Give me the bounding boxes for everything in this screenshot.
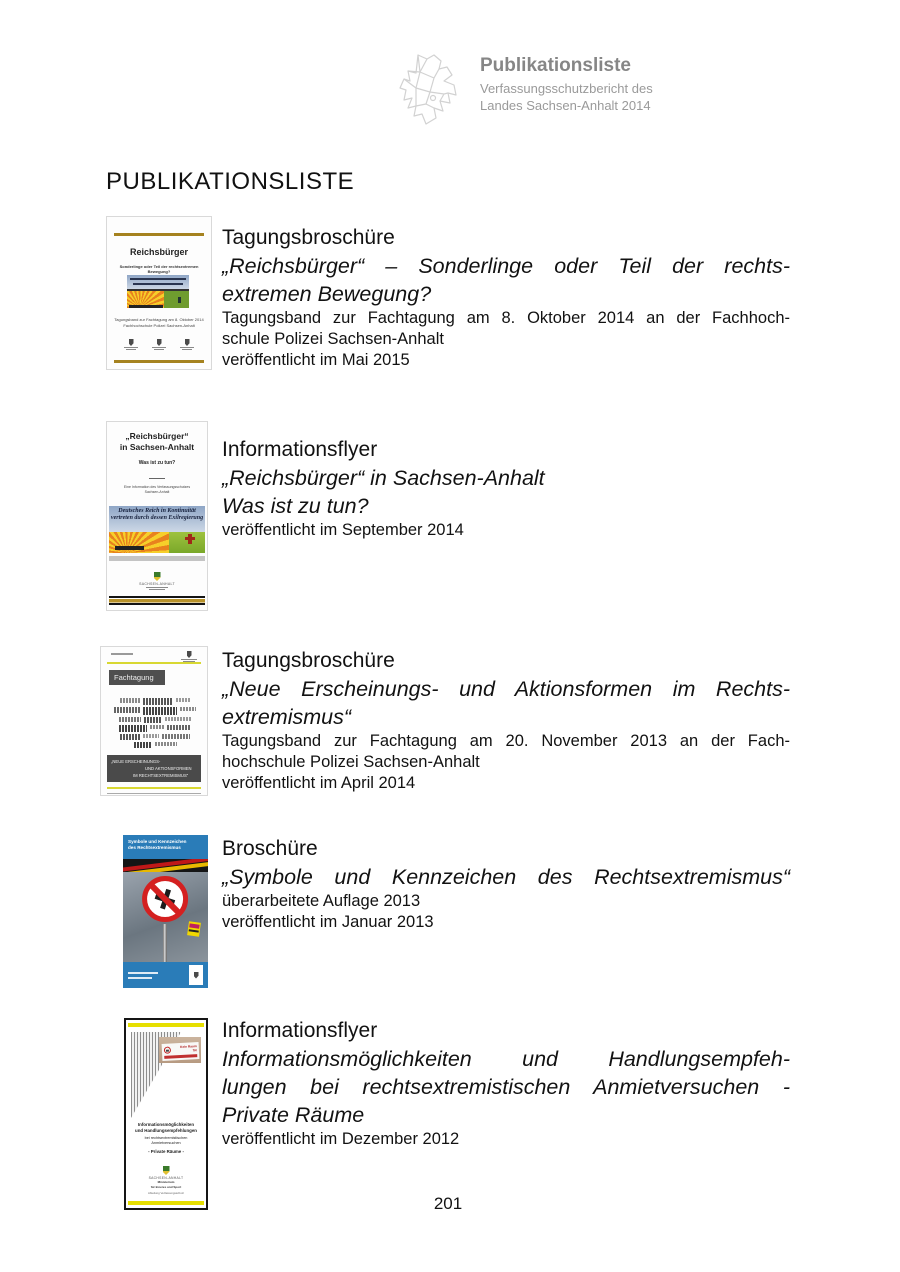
text-placeholder [128, 977, 152, 979]
publication-date: veröffentlicht im September 2014 [222, 521, 464, 539]
kein-raum-card [162, 1042, 200, 1061]
cover-header [123, 835, 208, 859]
publication-kind: Informationsflyer [222, 1019, 378, 1042]
cover-info-line: Eine Information des Verfassungsschutzes [123, 485, 191, 489]
cover-logos [107, 339, 211, 350]
logo-icon [189, 965, 203, 985]
cover-title-line: „Reichsbürger“ [125, 431, 189, 441]
cover-caption-line: Tagungsband zur Fachtagung am 8. Oktober 2014 [114, 317, 204, 322]
publication-kind: Tagungsbroschüre [222, 226, 395, 249]
logo-icon [124, 339, 138, 350]
gray-line [107, 793, 201, 794]
yellow-line [107, 662, 201, 664]
banner-graphic [129, 305, 163, 308]
cover-tag: Fachtagung [109, 670, 165, 685]
logo-icon [181, 651, 197, 662]
cover-header-line: Symbole und Kennzeichen [128, 839, 187, 844]
page-number: 201 [433, 1194, 463, 1213]
cover-photo [109, 506, 205, 553]
header-subtitle-line2: Landes Sachsen-Anhalt 2014 [480, 98, 651, 113]
publication-title-line: Was ist zu tun? [222, 494, 369, 518]
cover-text [128, 1122, 204, 1154]
german-flag-graphic [123, 859, 208, 872]
text-placeholder [149, 589, 165, 590]
logo-icon [180, 339, 194, 350]
org-name: SACHSEN-ANHALT [139, 582, 175, 586]
meadow-graphic [164, 291, 189, 308]
cover-text-line: - Private Räume - [148, 1149, 184, 1155]
sachsen-anhalt-map-icon [396, 52, 460, 128]
gold-bar [114, 360, 204, 363]
publication-entry [222, 1017, 790, 1150]
sticker-graphic [187, 921, 201, 937]
publication-date: veröffentlicht im Januar 2013 [222, 913, 434, 932]
black-gold-bar [109, 596, 205, 605]
org-name: SACHSEN-ANHALT [148, 1176, 184, 1180]
text-placeholder [133, 283, 183, 285]
logo-icon [152, 339, 166, 350]
cover-band-line: UND AKTIONSFORMEN [145, 766, 192, 771]
text-placeholder [130, 278, 186, 280]
publication-title-line: „Reichsbürger“ in Sachsen-Anhalt [222, 466, 545, 490]
org-line-text: Ministerium [157, 1180, 175, 1184]
header-title: Publikationsliste [480, 55, 631, 76]
cover-thumbnail-symbole-broschuere [123, 835, 208, 988]
cover-band-line: IM RECHTSEXTREMISMUS“ [133, 773, 189, 778]
word-cloud-graphic [111, 693, 199, 753]
cover-band-line: „NEUE ERSCHEINUNGS- [111, 759, 161, 764]
cross-emblem-icon [188, 534, 192, 544]
coat-of-arms [107, 572, 207, 590]
red-strip [164, 1054, 197, 1059]
shield-icon [154, 572, 161, 581]
cover-footer [123, 962, 208, 988]
publication-kind: Tagungsbroschüre [222, 649, 395, 672]
publication-title-line: extremismus“ [222, 705, 352, 729]
publication-entry [222, 835, 790, 933]
publication-title-line: Informationsmöglichkeiten und Handlungsempfeh- [222, 1047, 790, 1071]
cover-thumbnail-reichsbuerger-flyer [106, 421, 208, 611]
blackletter-banner [109, 508, 205, 522]
yellow-bar [128, 1023, 204, 1027]
gold-bar [114, 233, 204, 236]
cover-subtitle: Was ist zu tun? [138, 460, 176, 466]
header-subtitle-line1: Verfassungsschutzbericht des [480, 81, 653, 96]
blackletter-line: vertreten durch dessen Exilregierung [110, 515, 204, 521]
publication-title-line: lungen bei rechtsextremistischen Anmietversuchen - [222, 1075, 790, 1099]
sky-graphic [127, 275, 189, 289]
org-line-text: für Inneres und Sport [150, 1184, 182, 1189]
publication-entry [222, 436, 790, 541]
org-line [151, 1186, 182, 1190]
text-placeholder [128, 972, 158, 974]
cover-header-line: des Rechtsextremismus [128, 845, 181, 850]
publication-detail-line: Tagungsband zur Fachtagung am 8. Oktober 2014 an der Fachhoch- [222, 309, 790, 327]
blackletter-line: Deutsches Reich in Kontinuität [118, 508, 196, 514]
cover-title [107, 431, 207, 453]
yellow-line [107, 787, 201, 789]
publication-entry [222, 647, 790, 795]
page-title: PUBLIKATIONSLISTE [106, 168, 355, 195]
cover-caption-line: Fachhochschule Polizei Sachsen-Anhalt [123, 323, 195, 328]
banner-graphic [115, 546, 144, 550]
cover-subtitle: Sonderlinge oder Teil der rechtsextremen Bewegung? [119, 264, 199, 274]
text-placeholder [111, 653, 133, 655]
publication-kind: Informationsflyer [222, 438, 378, 461]
publication-detail-line: schule Polizei Sachsen-Anhalt [222, 330, 444, 349]
divider [149, 478, 165, 479]
cover-text-line: bei rechtsextremistischen [144, 1136, 188, 1141]
cover-title: Reichsbürger [129, 247, 189, 257]
sign-pole-graphic [163, 924, 167, 962]
org-department: Abteilung Verfassungsschutz [148, 1190, 184, 1195]
cover-text-line: Anmietversuchen [151, 1141, 181, 1146]
hand-card-photo [159, 1037, 201, 1063]
publication-date: veröffentlicht im April 2014 [222, 774, 416, 793]
shield-icon [163, 1166, 170, 1175]
publication-title-line: „Reichsbürger“ – Sonderlinge oder Teil der rechts- [222, 254, 790, 278]
publication-title-line: „Symbole und Kennzeichen des Rechtsextremismus“ [222, 865, 790, 889]
storm-sky-graphic [123, 872, 208, 962]
cover-photo [127, 275, 189, 308]
cover-info-line: Sachsen-Anhalt [144, 489, 170, 494]
cover-thumbnail-fachtagung-broschuere [100, 646, 208, 796]
publication-detail-line: überarbeitete Auflage 2013 [222, 892, 421, 910]
publication-title-line: Private Räume [222, 1103, 365, 1127]
cover-text-line: und Handlungsempfehlungen [135, 1127, 197, 1133]
prohibition-bar [148, 882, 182, 916]
card-line: Kein Raum [180, 1044, 197, 1050]
sky-graphic [109, 506, 205, 532]
cover-caption [111, 317, 207, 329]
publication-detail-line: hochschule Polizei Sachsen-Anhalt [222, 753, 480, 772]
cross-emblem-icon [178, 297, 181, 303]
card-line: für [192, 1048, 198, 1053]
publication-date: veröffentlicht im Mai 2015 [222, 351, 410, 370]
text-placeholder [146, 587, 168, 588]
cover-info [109, 485, 205, 495]
cover-text-line: Informationsmöglichkeiten [137, 1122, 195, 1127]
cover-band [107, 755, 201, 782]
publication-entry [222, 224, 790, 372]
gray-strip [109, 556, 205, 561]
publication-title-line: extremen Bewegung? [222, 282, 432, 306]
publication-title-line: „Neue Erscheinungs- und Aktionsformen im Rechts- [222, 677, 790, 701]
cover-photo-lower [127, 291, 189, 308]
publication-date: veröffentlicht im Dezember 2012 [222, 1130, 460, 1148]
publication-detail-line: Tagungsband zur Fachtagung am 20. November 2013 an der Fach- [222, 732, 790, 750]
cover-title-line: in Sachsen-Anhalt [119, 442, 195, 452]
cover-thumbnail-anmietversuche-flyer [124, 1018, 208, 1210]
coat-of-arms [126, 1166, 206, 1195]
cover-thumbnail-reichsbuerger-broschuere [106, 216, 212, 370]
meadow-graphic [109, 532, 205, 553]
prohibition-sign-icon [142, 876, 188, 922]
publication-kind: Broschüre [222, 837, 318, 860]
